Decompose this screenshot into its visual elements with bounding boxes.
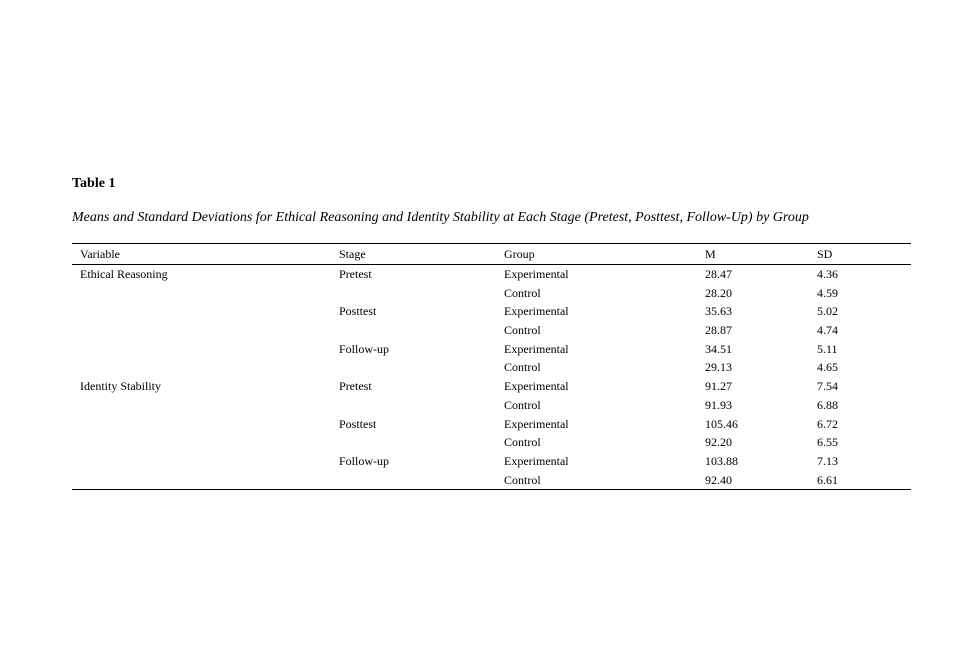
cell-m: 35.63: [705, 304, 732, 319]
cell-sd: 5.02: [817, 304, 838, 319]
table-row: [72, 471, 911, 490]
cell-sd: 4.36: [817, 267, 838, 281]
cell-stage: [339, 396, 504, 415]
cell-stage: Posttest: [339, 416, 377, 431]
cell-stage: Pretest: [339, 267, 372, 281]
table-row: [72, 377, 911, 396]
cell-stage: Posttest: [339, 304, 377, 319]
cell-variable: [72, 302, 339, 321]
cell-group: Control: [504, 472, 541, 487]
cell-variable: [72, 340, 339, 359]
table-title: Means and Standard Deviations for Ethical Reasoning and Identity Stability at Each Stage (Pretest, Posttest, Follow-Up) by Group: [72, 210, 809, 225]
cell-sd: 4.74: [817, 323, 838, 338]
cell-variable: [72, 452, 339, 471]
cell-sd: 7.54: [817, 379, 838, 394]
table-row: [72, 358, 911, 377]
cell-group: Experimental: [504, 341, 569, 356]
cell-sd: 6.61: [817, 472, 838, 487]
header-variable: Variable: [80, 247, 120, 261]
cell-m: 105.46: [705, 416, 738, 431]
header-sd: SD: [817, 247, 833, 261]
cell-m: 103.88: [705, 453, 738, 468]
cell-variable: [72, 284, 339, 303]
cell-m: 92.40: [705, 472, 732, 487]
cell-variable: [72, 415, 339, 434]
cell-stage: Follow-up: [339, 453, 390, 468]
cell-variable: Ethical Reasoning: [80, 267, 168, 281]
cell-stage: Pretest: [339, 379, 372, 394]
cell-stage: [339, 433, 504, 452]
cell-group: Experimental: [504, 416, 569, 431]
data-table: [72, 243, 911, 490]
cell-variable: [72, 396, 339, 415]
table-row: [72, 415, 911, 434]
table-label: Table 1: [72, 176, 116, 191]
header-group: Group: [504, 247, 535, 261]
cell-variable: [72, 321, 339, 340]
table-row: [72, 321, 911, 340]
cell-stage: [339, 284, 504, 303]
table-row: [72, 452, 911, 471]
header-stage: Stage: [339, 247, 366, 261]
cell-group: Control: [504, 435, 541, 450]
cell-m: 34.51: [705, 341, 732, 356]
cell-stage: [339, 358, 504, 377]
cell-variable: [72, 433, 339, 452]
header-row: [72, 244, 911, 265]
cell-group: Experimental: [504, 267, 569, 281]
cell-stage: Follow-up: [339, 341, 390, 356]
table-body: [72, 265, 911, 490]
cell-group: Experimental: [504, 379, 569, 394]
cell-group: Experimental: [504, 304, 569, 319]
cell-m: 28.20: [705, 285, 732, 300]
cell-variable: [72, 471, 339, 490]
header-m: M: [705, 247, 716, 261]
cell-sd: 6.55: [817, 435, 838, 450]
cell-m: 91.27: [705, 379, 732, 394]
table-row: [72, 340, 911, 359]
table-row: [72, 284, 911, 303]
cell-group: Control: [504, 285, 541, 300]
cell-variable: Identity Stability: [80, 379, 161, 394]
cell-group: Control: [504, 323, 541, 338]
cell-group: Experimental: [504, 453, 569, 468]
cell-variable: [72, 358, 339, 377]
cell-stage: [339, 471, 504, 490]
cell-m: 92.20: [705, 435, 732, 450]
table-row: [72, 302, 911, 321]
table-row: [72, 396, 911, 415]
cell-sd: 4.65: [817, 360, 838, 375]
cell-stage: [339, 321, 504, 340]
table-row: [72, 433, 911, 452]
cell-sd: 7.13: [817, 453, 838, 468]
cell-sd: 6.88: [817, 397, 838, 412]
cell-sd: 5.11: [817, 341, 838, 356]
cell-m: 28.47: [705, 267, 732, 281]
cell-sd: 6.72: [817, 416, 838, 431]
table-header: [72, 244, 911, 265]
table-row: [72, 265, 911, 284]
cell-m: 29.13: [705, 360, 732, 375]
cell-group: Control: [504, 360, 541, 375]
cell-m: 28.87: [705, 323, 732, 338]
cell-sd: 4.59: [817, 285, 838, 300]
cell-group: Control: [504, 397, 541, 412]
cell-m: 91.93: [705, 397, 732, 412]
